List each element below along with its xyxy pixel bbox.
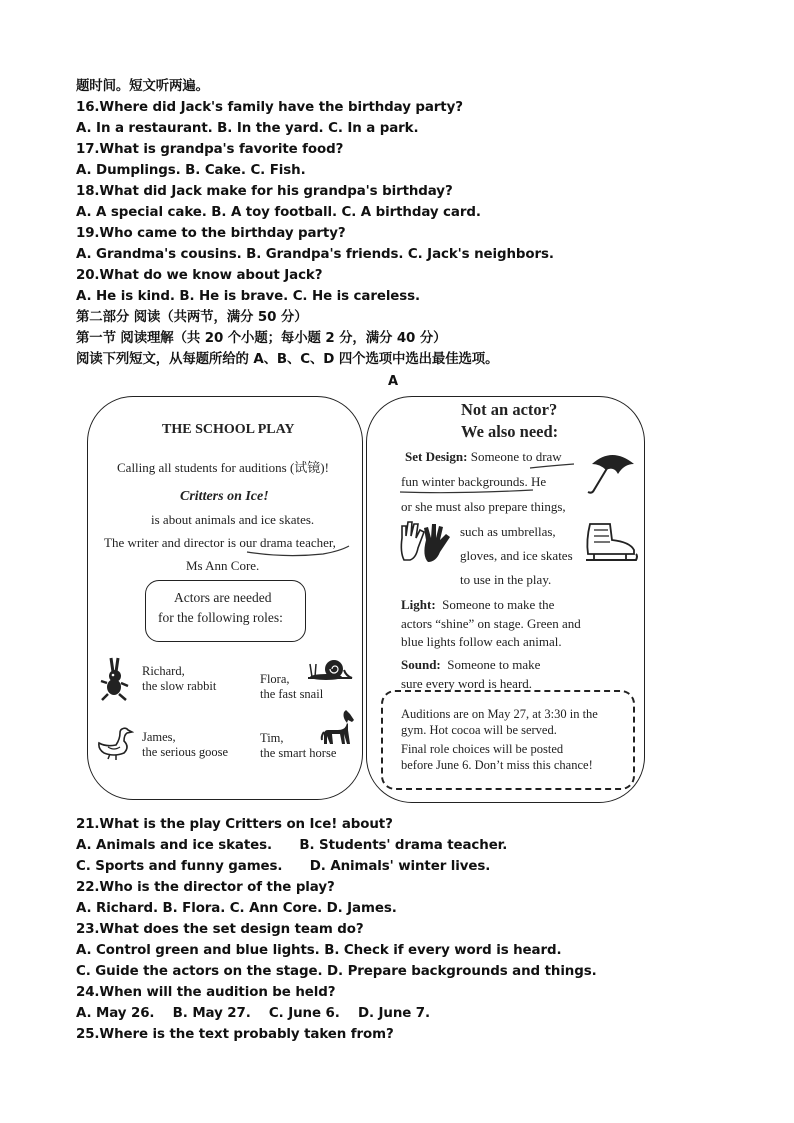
rabbit-icon <box>99 656 131 702</box>
set-design-line3: or she must also prepare things, <box>401 499 566 514</box>
section-label: A <box>388 374 399 389</box>
play-about: is about animals and ice skates. <box>151 512 315 527</box>
options-22: A. Richard. B. Flora. C. Ann Core. D. James. <box>76 901 397 916</box>
options-18: A. A special cake. B. A toy football. C. A birthday card. <box>76 205 481 220</box>
question-22: 22.Who is the director of the play? <box>76 880 335 895</box>
goose-icon <box>96 725 134 761</box>
question-23: 23.What does the set design team do? <box>76 922 364 937</box>
role-name: Tim, <box>260 731 284 745</box>
drama-teacher-text: drama teacher, <box>259 535 336 550</box>
umbrella-icon <box>584 450 638 496</box>
role-desc: the serious goose <box>142 745 229 759</box>
part-two-heading: 第二部分 阅读（共两节，满分 50 分） <box>76 310 308 325</box>
question-17: 17.What is grandpa's favorite food? <box>76 142 344 157</box>
question-19: 19.Who came to the birthday party? <box>76 226 346 241</box>
poster-calling: Calling all students for auditions (试镜)! <box>117 460 329 475</box>
options-20: A. He is kind. B. He is brave. C. He is careless. <box>76 289 421 304</box>
poster-title: THE SCHOOL PLAY <box>162 422 295 437</box>
options-24: A. May 26. B. May 27. C. June 6. D. June 7. <box>76 1006 431 1021</box>
question-25: 25.Where is the text probably taken from? <box>76 1027 394 1042</box>
role-desc: the slow rabbit <box>142 679 217 693</box>
role-name: Richard, <box>142 664 185 678</box>
gloves-icon <box>396 518 456 568</box>
role-name: James, <box>142 730 176 744</box>
ice-skate-icon <box>580 520 640 564</box>
roles-box-line1: Actors are needed <box>174 590 272 605</box>
question-21: 21.What is the play Critters on Ice! about? <box>76 817 393 832</box>
underline-set-design <box>398 462 576 496</box>
options-19: A. Grandma's cousins. B. Grandpa's friends. C. Jack's neighbors. <box>76 247 554 262</box>
instruction: 阅读下列短文，从每题所给的 A、B、C、D 四个选项中选出最佳选项。 <box>76 352 499 367</box>
notice-line1: Auditions are on May 27, at 3:30 in the <box>401 707 598 721</box>
light-line1 <box>401 597 554 613</box>
options-17: A. Dumplings. B. Cake. C. Fish. <box>76 163 306 178</box>
set-design-label: Set Design: <box>405 449 468 464</box>
underline-drama-teacher <box>245 545 355 559</box>
set-design-text: Someone to draw <box>470 449 562 464</box>
notice-line2: gym. Hot cocoa will be served. <box>401 723 557 737</box>
sound-text: Someone to make <box>447 657 541 672</box>
options-16: A. In a restaurant. B. In the yard. C. In a park. <box>76 121 419 136</box>
options-23-cd: C. Guide the actors on the stage. D. Prepare backgrounds and things. <box>76 964 597 979</box>
sound-label: Sound: <box>401 657 441 672</box>
role-flora <box>260 672 323 702</box>
question-24: 24.When will the audition be held? <box>76 985 336 1000</box>
set-design-line2: fun winter backgrounds. He <box>401 474 547 489</box>
right-title-2: We also need: <box>461 422 559 441</box>
set-design-line4: such as umbrellas, <box>460 524 556 539</box>
set-design-line6: to use in the play. <box>460 572 552 587</box>
set-design-line5: gloves, and ice skates <box>460 548 573 563</box>
light-line2: actors “shine” on stage. Green and <box>401 616 581 631</box>
options-21-ab: A. Animals and ice skates. B. Students' drama teacher. <box>76 838 508 853</box>
role-tim <box>260 731 336 761</box>
options-23-ab: A. Control green and blue lights. B. Check if every word is heard. <box>76 943 562 958</box>
play-name: Critters on Ice! <box>180 489 269 504</box>
light-label: Light: <box>401 597 436 612</box>
writer-text: The writer and director is our <box>104 535 260 550</box>
right-title-1: Not an actor? <box>461 400 558 419</box>
roles-box-line2: for the following roles: <box>158 610 283 625</box>
role-james <box>142 730 228 760</box>
notice-line4: before June 6. Don’t miss this chance! <box>401 758 593 772</box>
question-16: 16.Where did Jack's family have the birthday party? <box>76 100 463 115</box>
sound-line1 <box>401 657 540 673</box>
role-name: Flora, <box>260 672 290 686</box>
role-desc: the smart horse <box>260 746 337 760</box>
role-richard <box>142 664 216 694</box>
audition-notice-box <box>381 690 635 790</box>
light-text: Someone to make the <box>442 597 555 612</box>
role-desc: the fast snail <box>260 687 324 701</box>
header-line: 题时间。短文听两遍。 <box>76 79 209 94</box>
light-line3: blue lights follow each animal. <box>401 634 562 649</box>
sound-line2: sure every word is heard. <box>401 676 533 691</box>
teacher-name: Ms Ann Core. <box>186 558 260 573</box>
question-20: 20.What do we know about Jack? <box>76 268 323 283</box>
notice-line3: Final role choices will be posted <box>401 742 564 756</box>
question-18: 18.What did Jack make for his grandpa's birthday? <box>76 184 453 199</box>
options-21-cd: C. Sports and funny games. D. Animals' winter lives. <box>76 859 491 874</box>
section-one-heading: 第一节 阅读理解（共 20 个小题；每小题 2 分，满分 40 分） <box>76 331 447 346</box>
